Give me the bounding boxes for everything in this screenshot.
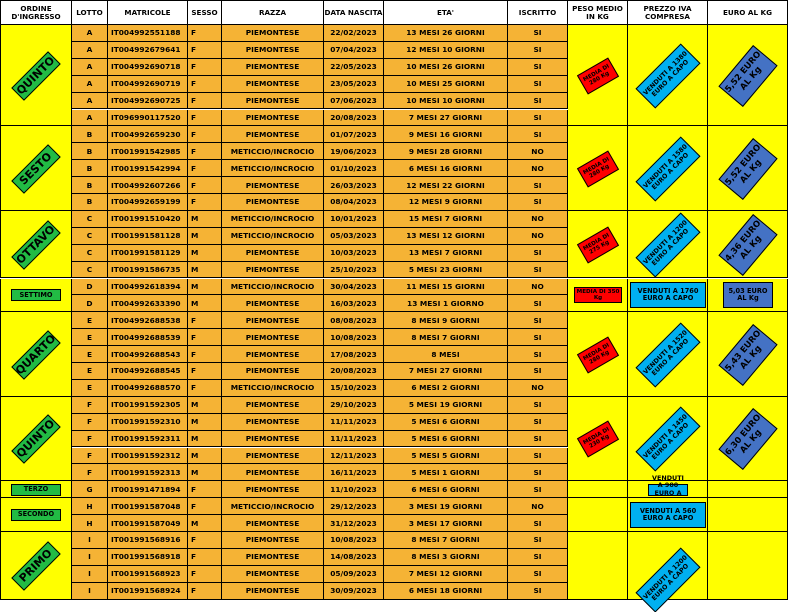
cell-razza: PIEMONTESE [222, 515, 324, 532]
cell-sesso: F [188, 566, 222, 583]
cell-eta: 5 MESI 19 GIORNI [384, 397, 508, 414]
cell-lotto: I [72, 549, 108, 566]
cell-matricola: IT004992633390 [108, 295, 188, 312]
cell-lotto: B [72, 194, 108, 211]
cell-eta: 12 MESI 10 GIORNI [384, 42, 508, 59]
cell-razza: PIEMONTESE [222, 431, 324, 448]
cell-iscritto: NO [508, 160, 568, 177]
prezzo-stamp: VENDUTI A 1200 EURO A CAPO [635, 212, 700, 277]
cell-data: 31/12/2023 [324, 515, 384, 532]
cell-data: 20/08/2023 [324, 363, 384, 380]
cell-eta: 13 MESI 1 GIORNO [384, 295, 508, 312]
cell-sesso: F [188, 177, 222, 194]
cell-razza: METICCIO/INCROCIO [222, 160, 324, 177]
cell-data: 01/07/2023 [324, 126, 384, 143]
cell-iscritto: NO [508, 279, 568, 296]
header-iscritto: ISCRITTO [508, 0, 568, 25]
cell-razza: METICCIO/INCROCIO [222, 498, 324, 515]
cell-data: 23/05/2023 [324, 76, 384, 93]
ordine-stamp: QUINTO [11, 414, 60, 463]
header-euro_kg: EURO AL KG [708, 0, 788, 25]
cell-matricola: IT001991510420 [108, 211, 188, 228]
cell-iscritto: SI [508, 414, 568, 431]
cell-data: 29/10/2023 [324, 397, 384, 414]
cell-data: 11/10/2023 [324, 481, 384, 498]
cell-lotto: F [72, 448, 108, 465]
ordine-stamp: SESTO [11, 144, 60, 193]
cell-matricola: IT004992679641 [108, 42, 188, 59]
cell-eta: 8 MESI 3 GIORNI [384, 549, 508, 566]
cell-matricola: IT001991542994 [108, 160, 188, 177]
ordine-stamp: PRIMO [11, 541, 60, 590]
cell-razza: PIEMONTESE [222, 25, 324, 42]
prezzo-stamp: VENDUTI A 1450 EURO A CAPO [635, 407, 700, 472]
cell-lotto: I [72, 532, 108, 549]
cell-eta: 5 MESI 6 GIORNI [384, 414, 508, 431]
cell-matricola: IT001991568916 [108, 532, 188, 549]
cell-lotto: E [72, 312, 108, 329]
cell-data: 10/08/2023 [324, 329, 384, 346]
cell-sesso: F [188, 346, 222, 363]
cell-lotto: A [72, 93, 108, 110]
prezzo-stamp: VENDUTI A 1200 EURO A CAPO [635, 547, 700, 612]
cell-data: 19/06/2023 [324, 143, 384, 160]
cell-matricola: IT004992688543 [108, 346, 188, 363]
cell-lotto: B [72, 160, 108, 177]
cell-eta: 6 MESI 2 GIORNI [384, 380, 508, 397]
cell-lotto: F [72, 464, 108, 481]
cell-lotto: B [72, 177, 108, 194]
cell-matricola: IT004992688538 [108, 312, 188, 329]
cell-lotto: A [72, 59, 108, 76]
cell-eta: 8 MESI 7 GIORNI [384, 532, 508, 549]
cell-eta: 12 MESI 22 GIORNI [384, 177, 508, 194]
cell-matricola: IT004992607266 [108, 177, 188, 194]
cell-iscritto: SI [508, 312, 568, 329]
cell-iscritto: NO [508, 380, 568, 397]
cell-matricola: IT004992618394 [108, 279, 188, 296]
cell-razza: PIEMONTESE [222, 481, 324, 498]
header-ordine: ORDINE D'INGRESSO [0, 0, 72, 25]
cell-eta: 5 MESI 1 GIORNI [384, 464, 508, 481]
cell-sesso: F [188, 59, 222, 76]
cell-matricola: IT001991586735 [108, 262, 188, 279]
cell-lotto: C [72, 211, 108, 228]
cell-matricola: IT001991581129 [108, 245, 188, 262]
cell-sesso: F [188, 143, 222, 160]
cell-razza: PIEMONTESE [222, 59, 324, 76]
peso-stamp: MEDIA DI 280 Kg [577, 336, 619, 373]
euro-kg-cell [708, 481, 788, 498]
cell-matricola: IT001991568923 [108, 566, 188, 583]
cell-lotto: I [72, 583, 108, 600]
prezzo-stamp: A 900 EURO A [648, 484, 688, 496]
cell-sesso: M [188, 262, 222, 279]
cell-lotto: A [72, 25, 108, 42]
cell-data: 14/08/2023 [324, 549, 384, 566]
cell-matricola: IT001991592313 [108, 464, 188, 481]
cell-data: 15/10/2023 [324, 380, 384, 397]
cell-razza: PIEMONTESE [222, 76, 324, 93]
cell-eta: 13 MESI 26 GIORNI [384, 25, 508, 42]
ordine-stamp: QUINTO [11, 51, 60, 100]
cell-iscritto: SI [508, 532, 568, 549]
cell-matricola: IT001991471894 [108, 481, 188, 498]
cell-data: 11/11/2023 [324, 431, 384, 448]
cell-razza: PIEMONTESE [222, 549, 324, 566]
cell-razza: PIEMONTESE [222, 262, 324, 279]
cell-lotto: B [72, 126, 108, 143]
cell-sesso: F [188, 380, 222, 397]
cell-sesso: M [188, 448, 222, 465]
cell-matricola: IT001991568918 [108, 549, 188, 566]
cell-lotto: G [72, 481, 108, 498]
cell-data: 08/04/2023 [324, 194, 384, 211]
cell-iscritto: SI [508, 583, 568, 600]
cell-data: 16/11/2023 [324, 464, 384, 481]
cell-sesso: M [188, 295, 222, 312]
cell-razza: PIEMONTESE [222, 464, 324, 481]
cell-iscritto: SI [508, 194, 568, 211]
cell-razza: PIEMONTESE [222, 566, 324, 583]
ordine-stamp: TERZO [11, 484, 61, 496]
cell-sesso: F [188, 498, 222, 515]
cell-data: 29/12/2023 [324, 498, 384, 515]
header-eta: ETA' [384, 0, 508, 25]
cell-razza: PIEMONTESE [222, 329, 324, 346]
cell-razza: PIEMONTESE [222, 110, 324, 127]
cell-iscritto: SI [508, 93, 568, 110]
cell-iscritto: SI [508, 262, 568, 279]
cell-iscritto: SI [508, 464, 568, 481]
prezzo-stamp: VENDUTI A 560 EURO A CAPO [630, 502, 706, 528]
euro-kg-stamp: 5,52 EURO AL Kg [718, 138, 777, 200]
header-data: DATA NASCITA [324, 0, 384, 25]
cell-sesso: F [188, 363, 222, 380]
cell-iscritto: SI [508, 431, 568, 448]
ordine-stamp: OTTAVO [11, 220, 60, 269]
cell-data: 10/01/2023 [324, 211, 384, 228]
cell-sesso: F [188, 93, 222, 110]
cell-lotto: F [72, 414, 108, 431]
cell-lotto: E [72, 329, 108, 346]
cell-data: 07/04/2023 [324, 42, 384, 59]
peso-cell [568, 532, 628, 600]
cell-razza: METICCIO/INCROCIO [222, 380, 324, 397]
header-sesso: SESSO [188, 0, 222, 25]
header-lotto: LOTTO [72, 0, 108, 25]
cell-sesso: F [188, 312, 222, 329]
cell-eta: 13 MESI 7 GIORNI [384, 245, 508, 262]
cell-eta: 6 MESI 18 GIORNI [384, 583, 508, 600]
cell-razza: PIEMONTESE [222, 397, 324, 414]
peso-stamp: MEDIA DI 280 Kg [577, 57, 619, 94]
prezzo-stamp: VENDUTI A 1380 EURO A CAPO [635, 43, 700, 108]
cell-data: 17/08/2023 [324, 346, 384, 363]
cell-razza: PIEMONTESE [222, 295, 324, 312]
cell-eta: 10 MESI 25 GIORNI [384, 76, 508, 93]
cell-iscritto: SI [508, 515, 568, 532]
euro-kg-stamp: 4,36 EURO AL Kg [718, 214, 777, 276]
cell-razza: PIEMONTESE [222, 583, 324, 600]
cell-eta: 15 MESI 7 GIORNI [384, 211, 508, 228]
cell-matricola: IT004992659230 [108, 126, 188, 143]
cell-razza: PIEMONTESE [222, 194, 324, 211]
euro-kg-cell [708, 498, 788, 532]
cell-sesso: M [188, 245, 222, 262]
header-prezzo: PREZZO IVA COMPRESA [628, 0, 708, 25]
cell-razza: METICCIO/INCROCIO [222, 143, 324, 160]
cell-sesso: M [188, 515, 222, 532]
cell-razza: PIEMONTESE [222, 177, 324, 194]
cell-razza: PIEMONTESE [222, 532, 324, 549]
cell-eta: 8 MESI 7 GIORNI [384, 329, 508, 346]
cell-sesso: F [188, 42, 222, 59]
cell-iscritto: NO [508, 228, 568, 245]
cell-eta: 10 MESI 26 GIORNI [384, 59, 508, 76]
cell-eta: 7 MESI 12 GIORNI [384, 566, 508, 583]
cell-matricola: IT004992690718 [108, 59, 188, 76]
cell-data: 08/08/2023 [324, 312, 384, 329]
cell-sesso: F [188, 25, 222, 42]
cell-eta: 9 MESI 16 GIORNI [384, 126, 508, 143]
cell-matricola: IT004992690719 [108, 76, 188, 93]
euro-kg-stamp: 6,30 EURO AL Kg [718, 408, 777, 470]
cell-iscritto: SI [508, 329, 568, 346]
cell-razza: PIEMONTESE [222, 312, 324, 329]
cell-data: 22/05/2023 [324, 59, 384, 76]
cell-sesso: M [188, 279, 222, 296]
cell-matricola: IT001991587048 [108, 498, 188, 515]
cell-data: 26/03/2023 [324, 177, 384, 194]
cell-lotto: E [72, 346, 108, 363]
cell-lotto: A [72, 42, 108, 59]
cell-matricola: IT001991592311 [108, 431, 188, 448]
cell-iscritto: SI [508, 59, 568, 76]
cell-razza: PIEMONTESE [222, 363, 324, 380]
cell-lotto: C [72, 245, 108, 262]
cell-data: 10/08/2023 [324, 532, 384, 549]
cell-data: 05/09/2023 [324, 566, 384, 583]
cell-lotto: H [72, 515, 108, 532]
cell-eta: 5 MESI 23 GIORNI [384, 262, 508, 279]
cell-data: 30/09/2023 [324, 583, 384, 600]
cell-sesso: M [188, 431, 222, 448]
cell-eta: 5 MESI 6 GIORNI [384, 431, 508, 448]
cell-iscritto: SI [508, 397, 568, 414]
cell-sesso: F [188, 126, 222, 143]
cell-sesso: F [188, 160, 222, 177]
euro-kg-cell [708, 532, 788, 600]
cell-iscritto: NO [508, 498, 568, 515]
cell-data: 25/10/2023 [324, 262, 384, 279]
cell-eta: 7 MESI 27 GIORNI [384, 110, 508, 127]
cell-eta: 3 MESI 17 GIORNI [384, 515, 508, 532]
cell-eta: 8 MESI 9 GIORNI [384, 312, 508, 329]
cell-eta: 3 MESI 19 GIORNI [384, 498, 508, 515]
prezzo-stamp: VENDUTI A 1580 EURO A CAPO [635, 136, 700, 201]
cell-iscritto: SI [508, 76, 568, 93]
cell-data: 12/11/2023 [324, 448, 384, 465]
cell-eta: 9 MESI 28 GIORNI [384, 143, 508, 160]
ordine-stamp: SECONDO [11, 509, 61, 521]
cell-matricola: IT001991587049 [108, 515, 188, 532]
cell-sesso: F [188, 532, 222, 549]
cell-lotto: A [72, 76, 108, 93]
cell-data: 01/10/2023 [324, 160, 384, 177]
cell-razza: METICCIO/INCROCIO [222, 279, 324, 296]
cell-lotto: F [72, 397, 108, 414]
prezzo-stamp: VENDUTI A 1520 EURO A CAPO [635, 322, 700, 387]
cell-eta: 8 MESI [384, 346, 508, 363]
cell-razza: PIEMONTESE [222, 414, 324, 431]
cell-matricola: IT004992688570 [108, 380, 188, 397]
cell-iscritto: SI [508, 245, 568, 262]
cell-razza: PIEMONTESE [222, 448, 324, 465]
peso-cell [568, 498, 628, 532]
cell-razza: PIEMONTESE [222, 42, 324, 59]
cell-razza: METICCIO/INCROCIO [222, 228, 324, 245]
cell-matricola: IT004992688545 [108, 363, 188, 380]
cell-iscritto: NO [508, 211, 568, 228]
header-razza: RAZZA [222, 0, 324, 25]
cell-iscritto: SI [508, 126, 568, 143]
cell-sesso: M [188, 211, 222, 228]
euro-kg-stamp: 5,52 EURO AL Kg [718, 45, 777, 107]
cell-matricola: IT004992659199 [108, 194, 188, 211]
prezzo-stamp: VENDUTI A 1760 EURO A CAPO [630, 282, 706, 308]
cell-matricola: IT001991592310 [108, 414, 188, 431]
cell-eta: 13 MESI 12 GIORNI [384, 228, 508, 245]
cell-razza: METICCIO/INCROCIO [222, 211, 324, 228]
cell-sesso: F [188, 76, 222, 93]
peso-stamp: MEDIA DI 275 Kg [577, 226, 619, 263]
cell-lotto: D [72, 295, 108, 312]
cell-data: 20/08/2023 [324, 110, 384, 127]
peso-stamp: MEDIA DI 350 Kg [574, 287, 622, 303]
cell-matricola: IT001991592305 [108, 397, 188, 414]
cell-iscritto: SI [508, 42, 568, 59]
cell-iscritto: NO [508, 143, 568, 160]
cell-data: 30/04/2023 [324, 279, 384, 296]
cell-iscritto: SI [508, 448, 568, 465]
cell-data: 16/03/2023 [324, 295, 384, 312]
cell-iscritto: SI [508, 566, 568, 583]
ordine-stamp: SETTIMO [11, 289, 61, 301]
cell-iscritto: SI [508, 25, 568, 42]
cell-sesso: F [188, 194, 222, 211]
cell-lotto: A [72, 110, 108, 127]
cell-eta: 6 MESI 16 GIORNI [384, 160, 508, 177]
cell-data: 05/03/2023 [324, 228, 384, 245]
cell-lotto: I [72, 566, 108, 583]
ordine-stamp: QUARTO [11, 330, 60, 379]
peso-stamp: MEDIA DI 280 Kg [577, 150, 619, 187]
cell-sesso: F [188, 110, 222, 127]
cell-sesso: M [188, 397, 222, 414]
cell-lotto: B [72, 143, 108, 160]
cell-lotto: C [72, 228, 108, 245]
header-matricola: MATRICOLE [108, 0, 188, 25]
cell-iscritto: SI [508, 177, 568, 194]
cell-iscritto: SI [508, 346, 568, 363]
cell-sesso: M [188, 414, 222, 431]
cell-iscritto: SI [508, 481, 568, 498]
cell-razza: PIEMONTESE [222, 346, 324, 363]
cell-matricola: IT001991592312 [108, 448, 188, 465]
cell-sesso: M [188, 464, 222, 481]
cell-matricola: IT004992551188 [108, 25, 188, 42]
cell-lotto: H [72, 498, 108, 515]
cell-matricola: IT096990117520 [108, 110, 188, 127]
cell-eta: 7 MESI 27 GIORNI [384, 363, 508, 380]
cell-iscritto: SI [508, 295, 568, 312]
cell-sesso: F [188, 583, 222, 600]
cell-data: 10/03/2023 [324, 245, 384, 262]
cell-razza: PIEMONTESE [222, 245, 324, 262]
cell-eta: 5 MESI 5 GIORNI [384, 448, 508, 465]
euro-kg-stamp: 5,43 EURO AL Kg [718, 324, 777, 386]
cell-eta: 10 MESI 10 GIORNI [384, 93, 508, 110]
cell-eta: 6 MESI 6 GIORNI [384, 481, 508, 498]
cell-matricola: IT001991581128 [108, 228, 188, 245]
cell-lotto: C [72, 262, 108, 279]
cell-matricola: IT004992688539 [108, 329, 188, 346]
cell-iscritto: SI [508, 110, 568, 127]
cell-sesso: F [188, 549, 222, 566]
cell-razza: PIEMONTESE [222, 126, 324, 143]
cell-sesso: M [188, 228, 222, 245]
cell-matricola: IT004992690725 [108, 93, 188, 110]
cell-lotto: E [72, 380, 108, 397]
euro-kg-stamp: 5,03 EURO AL Kg [723, 282, 773, 308]
cell-data: 11/11/2023 [324, 414, 384, 431]
peso-cell [568, 481, 628, 498]
cell-matricola: IT001991542985 [108, 143, 188, 160]
cell-matricola: IT001991568924 [108, 583, 188, 600]
cell-iscritto: SI [508, 363, 568, 380]
cell-eta: 11 MESI 15 GIORNI [384, 279, 508, 296]
cell-data: 07/06/2023 [324, 93, 384, 110]
cell-data: 22/02/2023 [324, 25, 384, 42]
cell-lotto: F [72, 431, 108, 448]
peso-stamp: MEDIA DI 230 Kg [577, 421, 619, 458]
cell-iscritto: SI [508, 549, 568, 566]
cell-razza: PIEMONTESE [222, 93, 324, 110]
cell-eta: 12 MESI 9 GIORNI [384, 194, 508, 211]
cell-sesso: F [188, 481, 222, 498]
header-peso: PESO MEDIO IN KG [568, 0, 628, 25]
cell-sesso: F [188, 329, 222, 346]
cell-lotto: D [72, 279, 108, 296]
cell-lotto: E [72, 363, 108, 380]
